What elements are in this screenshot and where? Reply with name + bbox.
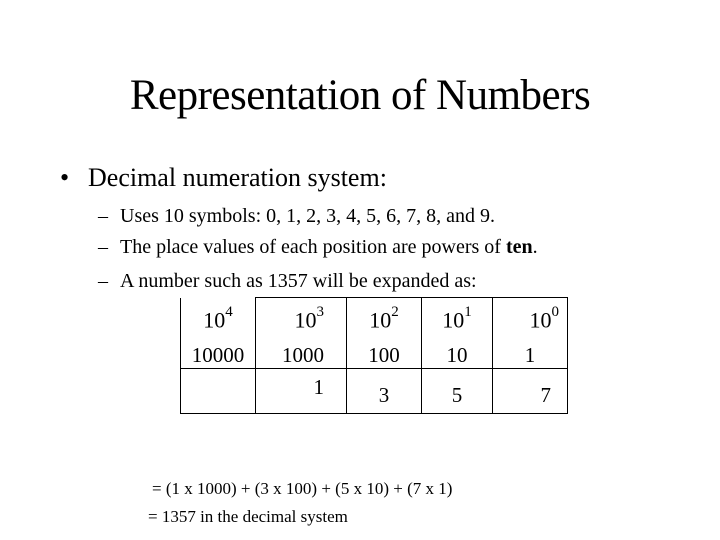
- power-cell: [493, 298, 568, 343]
- subitem-text-before: The place values of each position are powers of: [120, 236, 506, 258]
- place-value-cell: 1000: [256, 342, 347, 369]
- powers-row: [181, 298, 568, 343]
- place-value-cell: 10000: [191, 342, 245, 367]
- power-exponent: 2: [391, 303, 399, 320]
- digit-cell: 1: [256, 369, 347, 414]
- digit-cell: 5: [422, 369, 493, 414]
- subitem-text: Uses 10 symbols: 0, 1, 2, 3, 4, 5, 6, 7, 8, and 9.: [120, 205, 495, 227]
- bullet-decimal-system: [60, 162, 387, 194]
- expansion-result: = 1357 in the decimal system: [148, 507, 348, 526]
- power-exponent: 4: [225, 303, 233, 320]
- bullet-marker: •: [60, 163, 70, 192]
- power-cell: [422, 298, 493, 343]
- dash-marker: –: [98, 205, 108, 227]
- subitem-text-bold: ten: [505, 236, 533, 258]
- expansion-equation: = (1 x 1000) + (3 x 100) + (5 x 10) + (7 x 1): [152, 479, 453, 498]
- subitem-text: [120, 234, 538, 260]
- place-value-cell: 100: [347, 342, 422, 369]
- dash-marker: –: [98, 270, 108, 292]
- power-base: 10: [294, 307, 317, 333]
- power-cell: [181, 298, 256, 343]
- bullet-text: Decimal numeration system:: [88, 163, 387, 192]
- subitem-text-after: .: [532, 236, 538, 258]
- digit-cell: 3: [347, 369, 422, 414]
- place-values-row: [181, 342, 568, 369]
- digit-cell: [181, 369, 256, 414]
- power-cell: [256, 298, 347, 343]
- power-base: 10: [529, 307, 552, 333]
- power-base: 10: [203, 306, 226, 332]
- subitem-text: A number such as 1357 will be expanded as:: [120, 270, 477, 292]
- digit-cell: 7: [493, 369, 568, 414]
- power-exponent: 0: [551, 303, 559, 320]
- power-exponent: 1: [464, 303, 472, 320]
- digits-row: [181, 369, 568, 414]
- slide-title: Representation of Numbers: [129, 72, 591, 119]
- power-base: 10: [369, 307, 392, 333]
- power-exponent: 3: [316, 303, 324, 320]
- place-value-table: [180, 297, 568, 414]
- place-value-cell: 1: [493, 342, 568, 369]
- power-cell: [347, 298, 422, 343]
- subitem-symbols: [98, 203, 495, 229]
- subitem-expanded: [98, 268, 477, 294]
- subitem-place-values: [98, 234, 538, 260]
- dash-marker: –: [98, 236, 108, 258]
- power-base: 10: [442, 307, 465, 333]
- place-value-cell: 10: [422, 342, 493, 369]
